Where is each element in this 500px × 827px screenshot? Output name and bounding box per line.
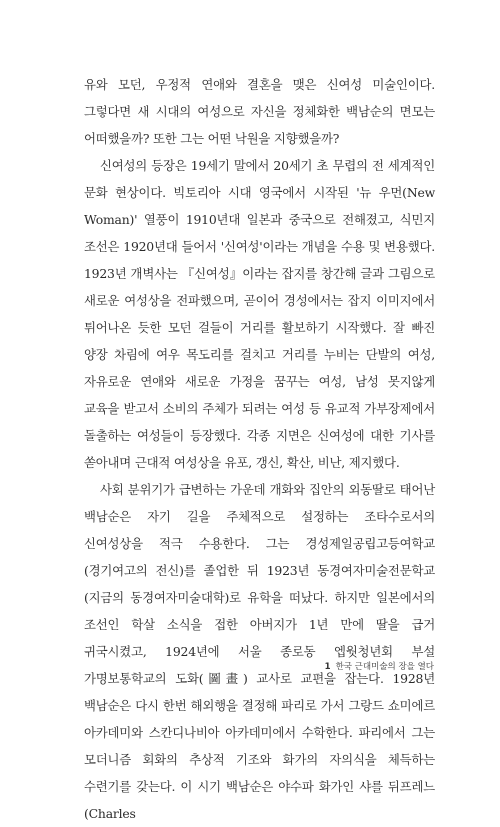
paragraph-baek-namsoon: 사회 분위기가 급변하는 가운데 개화와 집안의 외동딸로 태어난 백남순은 자기 길을 주체적으로 설정하는 조타수로서의 신여성상을 적극 수용한다. 그는 경성제일공립고등여학교(경기여고의 전신)를 졸업한 뒤 1923년 동경여자미술전문학교(지금의 동경여자미술대학)로 유학을 떠났다. 하지만 일본에서의 조선인 학살 소식을 접한 아버지가 1년 만에 딸을 급거 귀국시켰고, 1924년에 서울 종로동 엡웟청년회 부설 가명보통학교의 도화(圖畫) 교사로 교편을 잡는다. 1928년 백남순은 다시 한번 해외행을 결정해 파리로 가서 그랑드 쇼미에르 아카데미와 스칸디나비아 아카데미에서 수학한다. 파리에서 그는 모더니즘 회화의 추상적 기조와 화가의 자의식을 체득하는 수련기를 갖는다. 이 시기 백남순은 야수파 화가인 샤를 뒤프레느(Charles bbox=[84, 482, 435, 821]
paragraph-new-woman: 신여성의 등장은 19세기 말에서 20세기 초 무렵의 전 세계적인 문화 현상이다. 빅토리아 시대 영국에서 시작된 '뉴 우먼(New Woman)' 열풍이 1910년대 일본과 중국으로 전해졌고, 식민지 조선은 1920년대 들어서 '신여성'이라는 개념을 수용 및 변용했다. 1923년 개벽사는 『신여성』이라는 잡지를 창간해 글과 그림으로 새로운 여성상을 전파했으며, 곧이어 경성에서는 잡지 이미지에서 튀어나온 듯한 모던 걸들이 거리를 활보하기 시작했다. 잘 빠진 양장 차림에 여우 목도리를 걸치고 거리를 누비는 단발의 여성, 자유로운 연애와 새로운 가정을 꿈꾸는 여성, 남성 못지않게 교육을 받고서 소비의 주체가 되려는 여성 등 유교적 가부장제에서 돌출하는 여성들이 등장했다. 각종 지면은 신여성에 대한 기사를 쏟아내며 근대적 여성상을 유포, 갱신, 확산, 비난, 제지했다. bbox=[84, 158, 435, 470]
paragraph-intro-continued: 유와 모던, 우정적 연애와 결혼을 맺은 신여성 미술인이다. 그렇다면 새 시대의 여성으로 자신을 정체화한 백남순의 면모는 어떠했을까? 또한 그는 어떤 낙원을 지향했을까? bbox=[84, 77, 435, 146]
page-body bbox=[84, 71, 435, 827]
running-footer bbox=[325, 660, 434, 672]
chapter-number: 1 bbox=[324, 662, 331, 672]
section-title: 한국 근대미술의 장을 열다 bbox=[335, 662, 434, 672]
